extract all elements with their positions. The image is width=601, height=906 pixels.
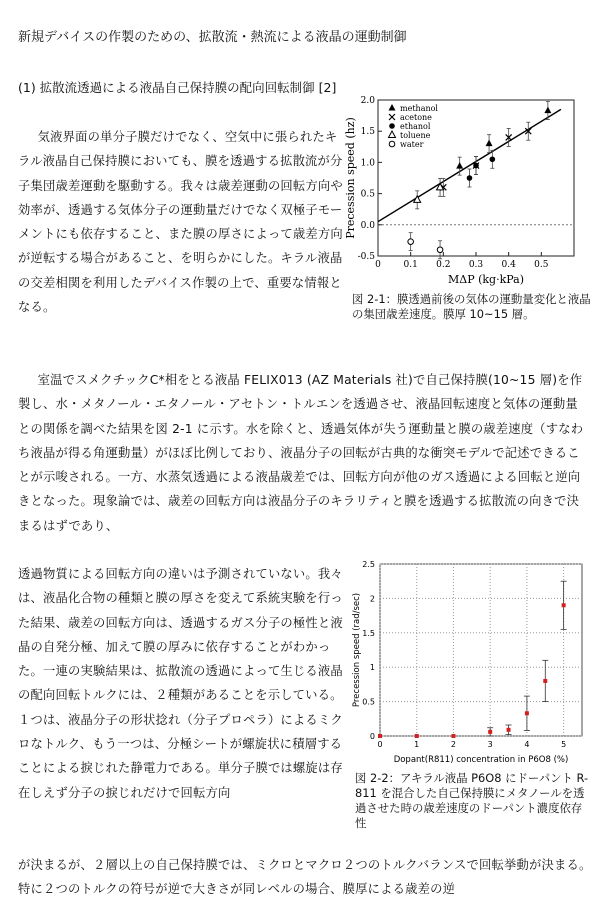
x-tick-label: 4 [524,740,530,749]
data-point [543,679,547,683]
x-tick-label: 3 [487,740,493,749]
data-point-water [408,239,414,245]
paragraph-3: 透過物質による回転方向の違いは予測されていない。我々は、液晶化合物の種類と膜の厚さを変えて系統実験を行った結果、歳差の回転方向は、透過するガス分子の極性と液晶の自発分極、加えて膜の厚みに依存することがわかった。一連の実験結果は、拡散流の透過によって生じる液晶の配向回転トルクには、２種類があることを示している。１つは、液晶分子の形状捻れ（分子プロペラ）によるミクロなトルク、もう一つは、分極シートが螺旋状に積層することによる捩じれた静電力である。単分子膜では螺旋は存在しえず分子の捩じれだけで回転方向 [18,567,343,800]
legend-marker-toluene [389,131,396,138]
data-point-ethanol [467,175,473,181]
x-tick-label: 1 [414,740,420,749]
page-title: 新規デバイスの作製のための、拡散流・熱流による液晶の運動制御 [18,30,407,45]
y-tick-label: 2.5 [362,560,375,569]
plot-frame [380,564,582,736]
x-tick-label: 0.5 [534,260,549,270]
y-axis-label: Precession speed (hz) [344,117,357,239]
legend-label-toluene: toluene [400,131,431,140]
legend-marker-water [389,141,395,147]
y-tick-label: 2 [369,594,375,604]
section-heading: (1) 拡散流透過による液晶自己保持膜の配向回転制御 [2] [18,80,337,95]
y-tick-label: 1 [369,663,375,673]
x-tick-label: 2 [450,740,457,749]
data-point [507,728,511,732]
paragraph-1: 気液界面の単分子膜だけでなく、空気中に張られたキラル液晶自己保持膜においても、膜を透過する拡散流が分子集団歳差運動を駆動する。我々は歳差運動の回転方向や効率が、透過する気体分子の運動量だけでなく双極子モーメントにも依存すること、また膜の厚さによって歳差方向が逆転する場合があること、を明らかにした。キラル液晶の交差相関を利用したデバイス作製の上で、重要な情報となる。 [18,130,343,315]
data-point-methanol [456,162,463,169]
legend-label-water: water [400,140,424,149]
data-point [378,734,382,738]
x-tick-label: 5 [561,740,567,749]
data-point [525,711,529,715]
legend-label-ethanol: ethanol [400,122,431,131]
paragraph-4: が決まるが、２層以上の自己保持膜では、ミクロとマクロ２つのトルクバランスで回転挙動が決まる。特に２つのトルクの符号が逆で大きさが同レベルの場合、膜厚による歳差の逆 [18,858,592,897]
y-tick-label: 1.5 [362,628,375,638]
data-point [451,734,455,738]
x-tick-label: 0.1 [403,260,418,270]
legend-label-acetone: acetone [400,113,432,122]
figure-2-2-chart [348,557,593,767]
y-tick-label: 0.0 [360,220,375,231]
data-point-ethanol [473,163,479,169]
data-point [415,734,419,738]
data-point-water [437,247,443,253]
x-tick-label: 0.3 [468,260,484,270]
data-point [562,603,566,607]
x-tick-label: 0.4 [501,260,516,270]
x-tick-label: 0 [375,260,381,270]
figure-2-2-caption: 図 2-2：アキラル液晶 P6O8 にドーパント R-811 を混合した自己保持膜にメタノールを透過させた時の歳差速度のドーパント濃度依存性 [355,771,589,830]
legend-marker-acetone [389,114,395,120]
y-tick-label: 2.0 [360,96,375,106]
y-tick-label: 0 [369,732,375,741]
paragraph-2: 室温でスメクチックC*相をとる液晶 FELIX013 (AZ Materials 社)で自己保持膜(10~15 層)を作製し、水・メタノール・エタノール・アセトン・トルエンを透過させ、液晶回転速度と気体の運動量との関係を調べた結果を図 2-1 に示す。水を除くと、透過気体が失う運動量と膜の歳差速度（すなわち液晶が得る角運動量）がほぼ比例しており、液晶分子の回転が古典的な衝突モデルで記述できることが示唆される。一方、水蒸気透過による液晶歳差では、回転方向が他のガス透過による回転と逆向きとなった。現象論では、歳差の回転方向は液晶分子のキラリティと膜を透過する拡散流の向きで決まるはずであり、 [18,373,584,533]
y-tick-label: 0.5 [362,697,375,707]
y-tick-label: -0.5 [357,252,375,262]
data-point-methanol [544,107,551,114]
legend-marker-methanol [389,104,396,111]
y-axis-label: Precession speed (rad/sec) [352,592,362,708]
x-tick-label: 0.2 [436,260,451,270]
y-tick-label: 0.5 [360,189,375,200]
legend-marker-ethanol [389,123,395,129]
x-tick-label: 0 [377,740,383,749]
x-axis-label: MΔP (kg·kPa) [447,273,525,286]
data-point-ethanol [490,156,496,162]
y-tick-label: 1.0 [360,158,375,169]
y-tick-label: 1.5 [360,127,375,138]
legend-label-methanol: methanol [400,104,438,113]
x-axis-label: Dopant(R811) concentration in P6O8 (%) [393,755,569,765]
figure-2-1-caption: 図 2-1：膜透過前後の気体の運動量変化と液晶の集団歳差速度。膜厚 10~15 層。 [352,292,591,321]
figure-2-1-chart [342,88,587,288]
data-point [488,730,492,734]
data-point-methanol [486,140,493,147]
